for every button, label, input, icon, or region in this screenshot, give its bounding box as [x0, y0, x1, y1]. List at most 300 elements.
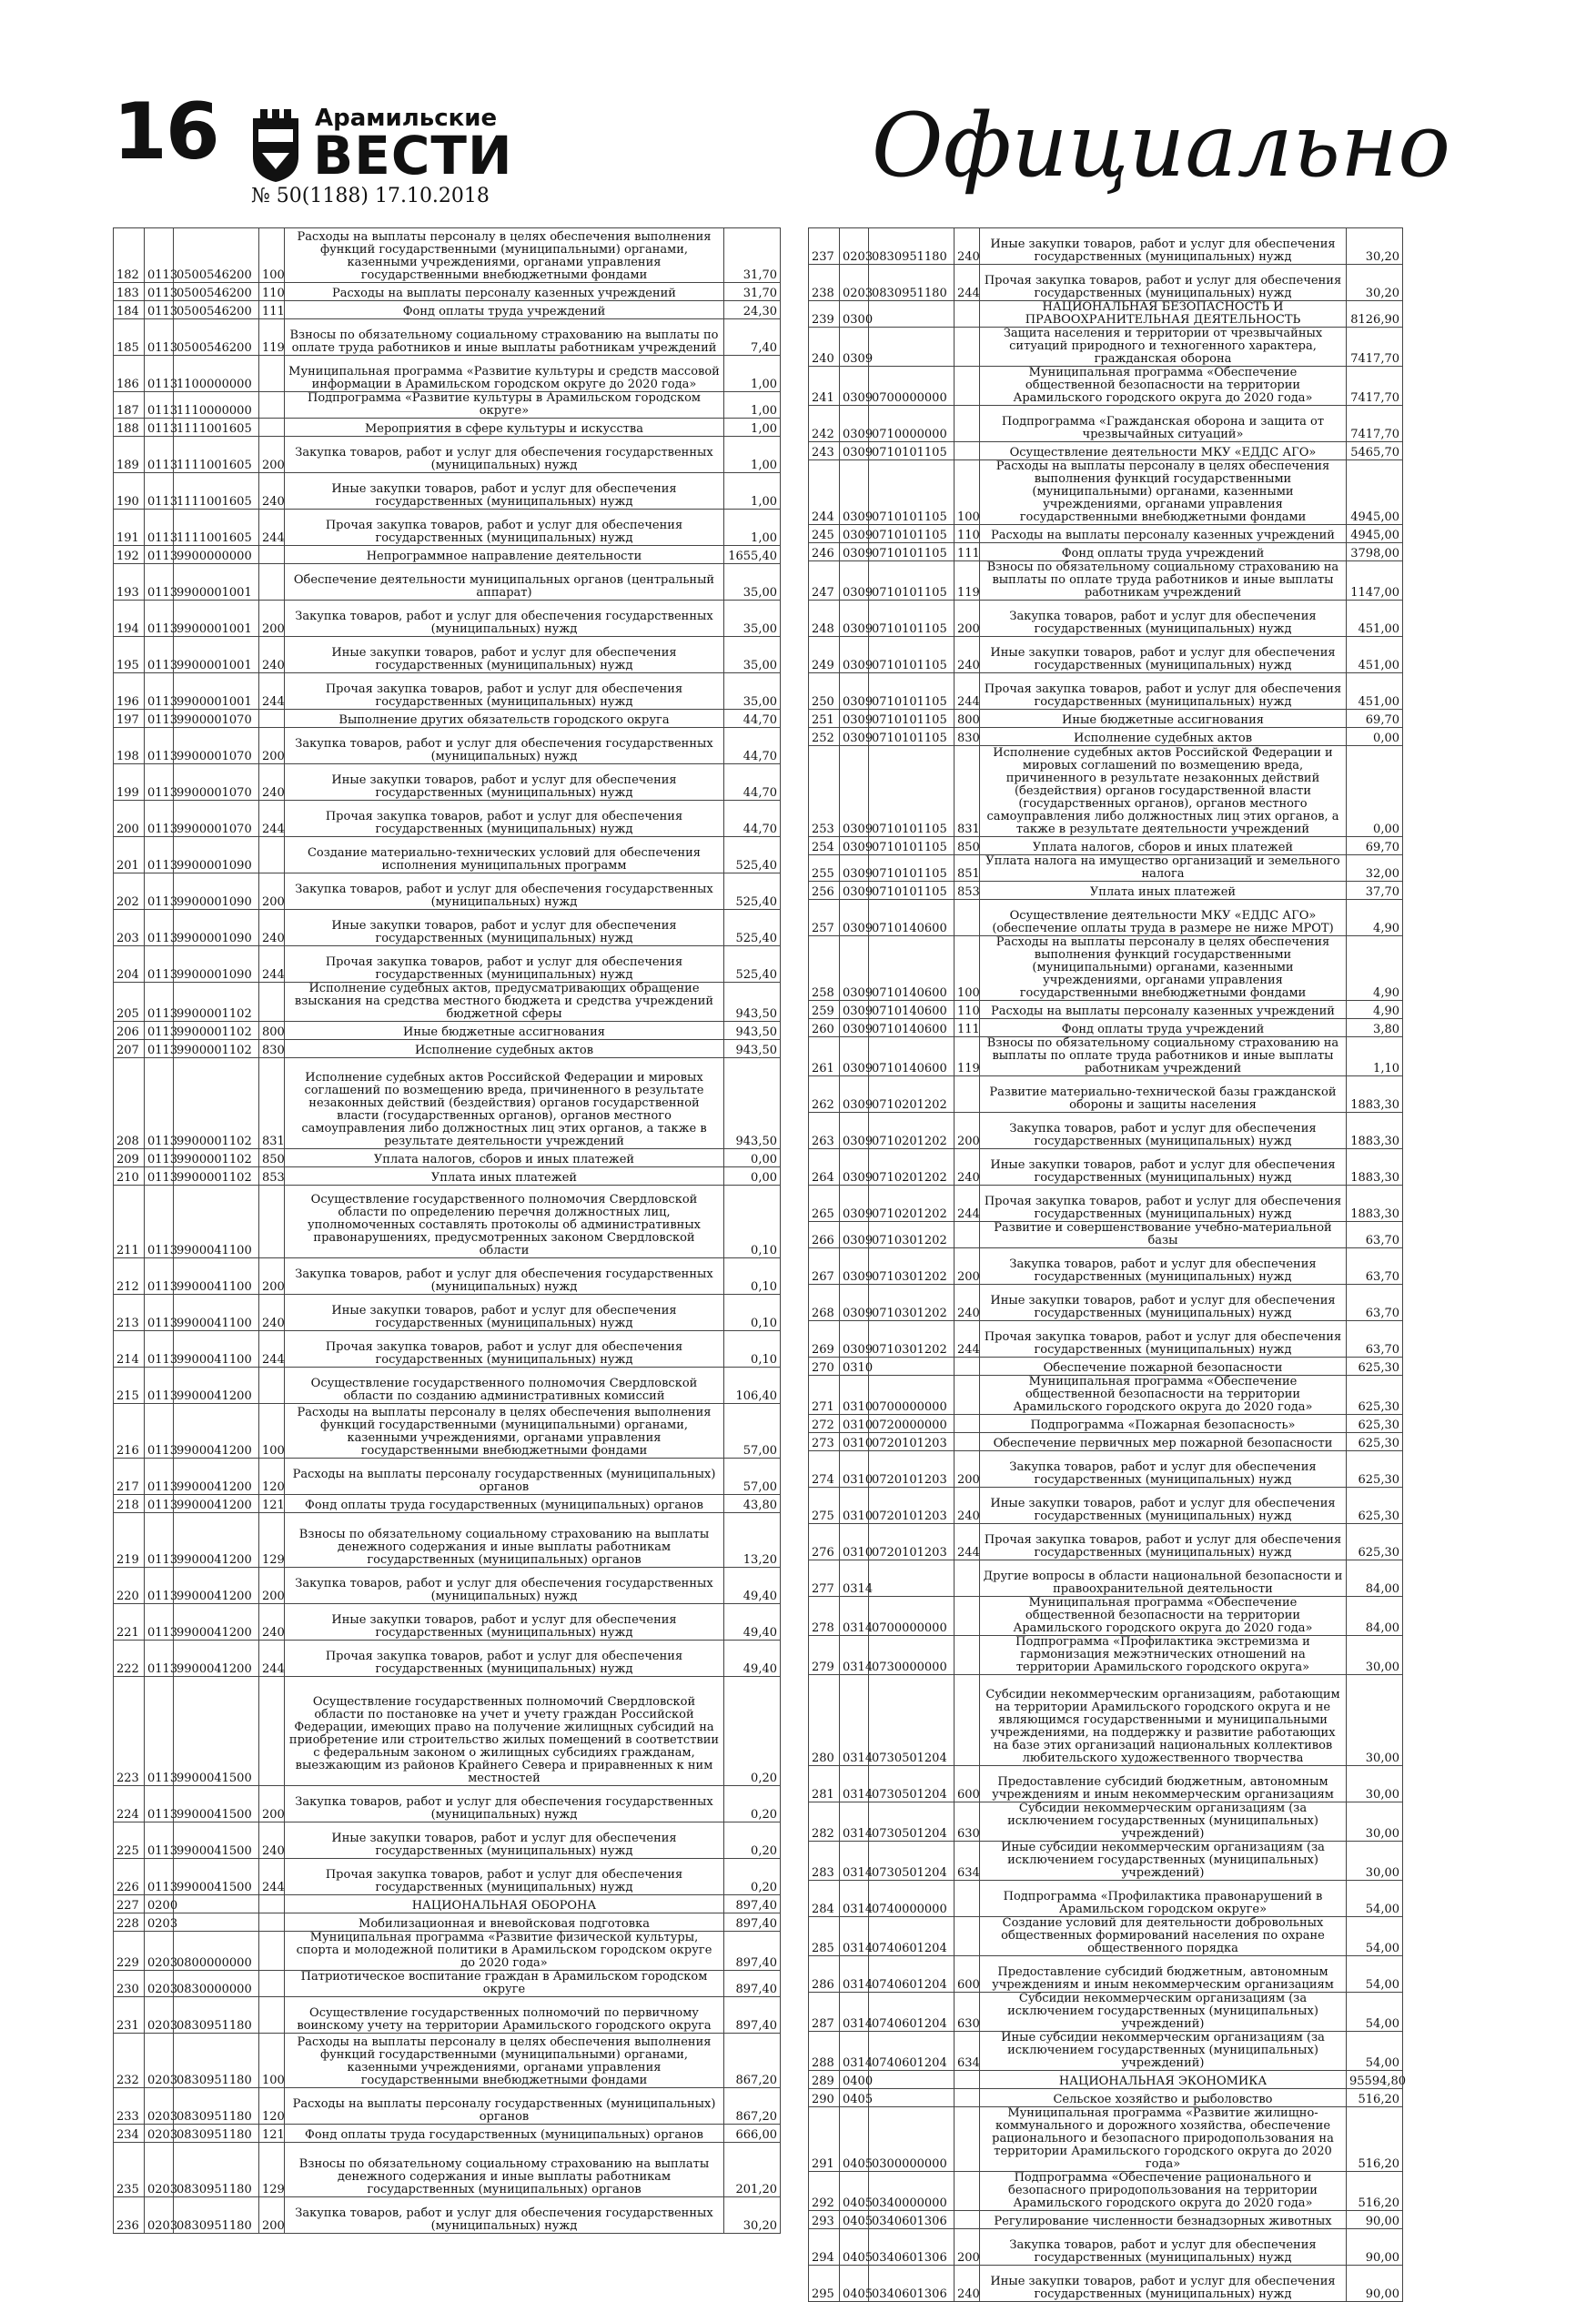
- cell-num: 265: [809, 1186, 840, 1222]
- cell-section: 0309: [840, 561, 869, 601]
- cell-amt: 4,90: [1347, 936, 1403, 1001]
- cell-desc: Расходы на выплаты персоналу казенных учреждений: [980, 525, 1347, 543]
- table-row: [114, 1513, 781, 1568]
- cell-amt: 30,20: [1347, 228, 1403, 265]
- cell-section: 0113: [145, 764, 174, 801]
- cell-section: 0113: [145, 473, 174, 510]
- cell-type: 200: [955, 1248, 980, 1285]
- cell-desc: Иные бюджетные ассигнования: [285, 1022, 724, 1040]
- cell-num: 206: [114, 1022, 145, 1040]
- table-row: [114, 1495, 781, 1513]
- cell-section: 0113: [145, 1822, 174, 1859]
- table-row: [809, 543, 1403, 561]
- cell-target: 0740601204: [869, 1956, 955, 1993]
- cell-amt: 32,00: [1347, 855, 1403, 882]
- table-row: [809, 1917, 1403, 1956]
- cell-desc: Развитие и совершенствование учебно-материальной базы: [980, 1222, 1347, 1248]
- table-row: [114, 356, 781, 392]
- cell-target: 9900041500: [174, 1859, 259, 1895]
- cell-desc: Прочая закупка товаров, работ и услуг для обеспечения государственных (муниципальных) нужд: [980, 673, 1347, 710]
- table-row: [809, 2229, 1403, 2266]
- cell-amt: 1,10: [1347, 1037, 1403, 1076]
- cell-target: 0710140600: [869, 1019, 955, 1037]
- cell-desc: Фонд оплаты труда учреждений: [285, 301, 724, 319]
- page-header: [113, 86, 1487, 207]
- cell-num: 239: [809, 301, 840, 328]
- cell-type: [259, 1368, 285, 1404]
- cell-amt: 37,70: [1347, 882, 1403, 900]
- table-row: [114, 601, 781, 637]
- cell-desc: Фонд оплаты труда государственных (муниципальных) органов: [285, 2125, 724, 2143]
- cell-amt: 44,70: [724, 728, 781, 764]
- cell-section: 0113: [145, 1859, 174, 1895]
- cell-desc: Закупка товаров, работ и услуг для обеспечения государственных (муниципальных) нужд: [980, 1451, 1347, 1488]
- cell-section: 0113: [145, 710, 174, 728]
- cell-section: 0309: [840, 1037, 869, 1076]
- table-row: [809, 1488, 1403, 1524]
- cell-desc: Подпрограмма «Профилактика экстремизма и гармонизация межэтнических отношений на территории Арамильского городского округа»: [980, 1636, 1347, 1675]
- cell-section: 0113: [145, 946, 174, 983]
- cell-type: 244: [259, 1331, 285, 1368]
- cell-amt: 897,40: [724, 1997, 781, 2034]
- cell-amt: 0,20: [724, 1677, 781, 1786]
- cell-desc: Патриотическое воспитание граждан в Арамильском городском округе: [285, 1971, 724, 1997]
- cell-target: 0710301202: [869, 1222, 955, 1248]
- cell-type: [955, 442, 980, 460]
- cell-target: 9900041200: [174, 1459, 259, 1495]
- table-row: [809, 1358, 1403, 1376]
- cell-num: 250: [809, 673, 840, 710]
- cell-num: 240: [809, 328, 840, 367]
- cell-target: 0710301202: [869, 1321, 955, 1358]
- cell-type: 110: [955, 525, 980, 543]
- cell-section: 0113: [145, 873, 174, 910]
- table-row: [114, 1459, 781, 1495]
- cell-num: 285: [809, 1917, 840, 1956]
- table-row: [114, 546, 781, 564]
- cell-desc: НАЦИОНАЛЬНАЯ ЭКОНОМИКА: [980, 2071, 1347, 2089]
- cell-target: 0710201202: [869, 1076, 955, 1113]
- cell-section: 0113: [145, 419, 174, 437]
- cell-section: 0113: [145, 673, 174, 710]
- cell-desc: Расходы на выплаты персоналу в целях обеспечения выполнения функций государственными (муниципальными) органами, казенными учреждениями, органами управления государственными внебюджетными фондами: [285, 2034, 724, 2088]
- cell-desc: Закупка товаров, работ и услуг для обеспечения государственных (муниципальных) нужд: [285, 1786, 724, 1822]
- table-row: [114, 801, 781, 837]
- cell-section: 0113: [145, 228, 174, 283]
- cell-amt: 43,80: [724, 1495, 781, 1513]
- cell-num: 276: [809, 1524, 840, 1560]
- table-row: [809, 1675, 1403, 1766]
- cell-section: 0113: [145, 510, 174, 546]
- cell-num: 230: [114, 1971, 145, 1997]
- cell-type: [259, 1677, 285, 1786]
- cell-type: 110: [955, 1001, 980, 1019]
- cell-amt: 1,00: [724, 419, 781, 437]
- cell-num: 286: [809, 1956, 840, 1993]
- cell-amt: 30,20: [1347, 265, 1403, 301]
- cell-target: 0720000000: [869, 1415, 955, 1433]
- cell-amt: 525,40: [724, 910, 781, 946]
- cell-target: 0800000000: [174, 1932, 259, 1971]
- cell-section: 0113: [145, 1677, 174, 1786]
- cell-num: 224: [114, 1786, 145, 1822]
- cell-desc: Непрограммное направление деятельности: [285, 546, 724, 564]
- cell-num: 210: [114, 1167, 145, 1186]
- cell-desc: Расходы на выплаты персоналу в целях обеспечения выполнения функций государственными (муниципальными) органами, казенными учреждениями, органами управления государственными внебюджетными фондами: [285, 1404, 724, 1459]
- cell-target: 0710101105: [869, 561, 955, 601]
- cell-type: 244: [955, 673, 980, 710]
- cell-num: 289: [809, 2071, 840, 2089]
- table-row: [114, 1604, 781, 1641]
- cell-desc: Расходы на выплаты персоналу государственных (муниципальных) органов: [285, 2088, 724, 2125]
- table-row: [809, 1186, 1403, 1222]
- cell-num: 198: [114, 728, 145, 764]
- cell-num: 193: [114, 564, 145, 601]
- table-row: [114, 1186, 781, 1258]
- cell-amt: 106,40: [724, 1368, 781, 1404]
- budget-table-right: [808, 227, 1407, 2301]
- cell-target: 0740000000: [869, 1881, 955, 1917]
- cell-target: 0700000000: [869, 367, 955, 406]
- cell-num: 262: [809, 1076, 840, 1113]
- cell-amt: 451,00: [1347, 601, 1403, 637]
- cell-target: 9900001001: [174, 564, 259, 601]
- cell-desc: Прочая закупка товаров, работ и услуг для обеспечения государственных (муниципальных) нужд: [285, 801, 724, 837]
- cell-section: 0309: [840, 900, 869, 936]
- cell-desc: Иные закупки товаров, работ и услуг для обеспечения государственных (муниципальных) нужд: [980, 1488, 1347, 1524]
- cell-desc: Исполнение судебных актов Российской Федерации и мировых соглашений по возмещению вреда, причиненного в результате незаконных действий (бездействия) органов государственной власти (государственных органов), органов местного самоуправления либо должностных лиц этих органов, а также в результате деятельности учреждений: [980, 746, 1347, 837]
- cell-section: 0200: [145, 1895, 174, 1913]
- table-row: [114, 419, 781, 437]
- cell-type: 244: [259, 946, 285, 983]
- cell-type: [955, 328, 980, 367]
- cell-target: 0830951180: [174, 2088, 259, 2125]
- cell-section: 0309: [840, 601, 869, 637]
- cell-type: [955, 2107, 980, 2172]
- cell-section: 0314: [840, 1993, 869, 2032]
- cell-num: 219: [114, 1513, 145, 1568]
- cell-target: 0710101105: [869, 882, 955, 900]
- cell-section: 0300: [840, 301, 869, 328]
- table-row: [114, 1997, 781, 2034]
- cell-type: 244: [259, 1641, 285, 1677]
- cell-section: 0113: [145, 1258, 174, 1295]
- cell-type: 240: [259, 473, 285, 510]
- cell-amt: 3,80: [1347, 1019, 1403, 1037]
- cell-desc: Осуществление государственных полномочий Свердловской области по постановке на учет и учету граждан Российской Федерации, имеющих право на получение жилищных субсидий на приобретение или строительство жилых помещений в соответствии с федеральным законом о жилищных субсидиях гражданам, выезжающим из районов Крайнего Севера и приравненных к ним местностей: [285, 1677, 724, 1786]
- cell-target: 0730000000: [869, 1636, 955, 1675]
- cell-target: 9900041200: [174, 1604, 259, 1641]
- cell-amt: 0,00: [724, 1149, 781, 1167]
- cell-num: 203: [114, 910, 145, 946]
- cell-target: [174, 1895, 259, 1913]
- cell-num: 294: [809, 2229, 840, 2266]
- table-row: [809, 1001, 1403, 1019]
- table-row: [114, 1331, 781, 1368]
- table-row: [809, 228, 1403, 265]
- table-row: [114, 1295, 781, 1331]
- cell-target: 0500546200: [174, 228, 259, 283]
- cell-section: 0309: [840, 936, 869, 1001]
- cell-type: [955, 1433, 980, 1451]
- cell-desc: Закупка товаров, работ и услуг для обеспечения государственных (муниципальных) нужд: [285, 437, 724, 473]
- cell-num: 200: [114, 801, 145, 837]
- cell-amt: 13,20: [724, 1513, 781, 1568]
- cell-desc: Фонд оплаты труда государственных (муниципальных) органов: [285, 1495, 724, 1513]
- cell-desc: Прочая закупка товаров, работ и услуг для обеспечения государственных (муниципальных) нужд: [285, 1641, 724, 1677]
- cell-type: [955, 2211, 980, 2229]
- cell-target: 9900001001: [174, 601, 259, 637]
- cell-desc: Уплата налогов, сборов и иных платежей: [285, 1149, 724, 1167]
- cell-num: 189: [114, 437, 145, 473]
- cell-target: 0710301202: [869, 1285, 955, 1321]
- cell-desc: Закупка товаров, работ и услуг для обеспечения государственных (муниципальных) нужд: [285, 1568, 724, 1604]
- cell-desc: Уплата иных платежей: [980, 882, 1347, 900]
- cell-amt: 63,70: [1347, 1222, 1403, 1248]
- cell-amt: 7417,70: [1347, 328, 1403, 367]
- cell-type: [259, 837, 285, 873]
- table-row: [114, 283, 781, 301]
- cell-num: 268: [809, 1285, 840, 1321]
- cell-amt: 451,00: [1347, 637, 1403, 673]
- cell-target: 9900001090: [174, 873, 259, 910]
- cell-section: 0113: [145, 983, 174, 1022]
- cell-target: 0830951180: [174, 2197, 259, 2234]
- cell-target: 0740601204: [869, 1917, 955, 1956]
- table-row: [809, 442, 1403, 460]
- cell-num: 273: [809, 1433, 840, 1451]
- cell-section: 0113: [145, 1513, 174, 1568]
- cell-amt: 0,10: [724, 1295, 781, 1331]
- cell-amt: 516,20: [1347, 2172, 1403, 2211]
- cell-type: [955, 900, 980, 936]
- cell-type: 111: [955, 543, 980, 561]
- cell-type: 119: [259, 319, 285, 356]
- cell-section: 0113: [145, 910, 174, 946]
- cell-target: 9900001001: [174, 637, 259, 673]
- cell-num: 227: [114, 1895, 145, 1913]
- cell-amt: 49,40: [724, 1568, 781, 1604]
- cell-type: 200: [259, 1786, 285, 1822]
- cell-desc: Прочая закупка товаров, работ и услуг для обеспечения государственных (муниципальных) нужд: [980, 265, 1347, 301]
- table-row: [114, 873, 781, 910]
- cell-desc: Прочая закупка товаров, работ и услуг для обеспечения государственных (муниципальных) нужд: [285, 1859, 724, 1895]
- cell-target: [869, 301, 955, 328]
- cell-desc: Уплата иных платежей: [285, 1167, 724, 1186]
- table-row: [809, 1248, 1403, 1285]
- cell-amt: 0,10: [724, 1258, 781, 1295]
- cell-num: 249: [809, 637, 840, 673]
- cell-type: 129: [259, 2143, 285, 2197]
- cell-num: 211: [114, 1186, 145, 1258]
- cell-desc: Прочая закупка товаров, работ и услуг для обеспечения государственных (муниципальных) нужд: [980, 1321, 1347, 1358]
- cell-amt: 1,00: [724, 510, 781, 546]
- cell-target: 0710101105: [869, 746, 955, 837]
- cell-target: 0730501204: [869, 1675, 955, 1766]
- table-row: [809, 837, 1403, 855]
- table-row: [114, 392, 781, 419]
- cell-num: 217: [114, 1459, 145, 1495]
- cell-target: 0710101105: [869, 460, 955, 525]
- cell-num: 254: [809, 837, 840, 855]
- cell-num: 205: [114, 983, 145, 1022]
- cell-target: 0740601204: [869, 2032, 955, 2071]
- cell-section: 0203: [145, 1997, 174, 2034]
- cell-num: 243: [809, 442, 840, 460]
- cell-type: [259, 392, 285, 419]
- cell-target: 0340601306: [869, 2211, 955, 2229]
- cell-amt: 30,00: [1347, 1842, 1403, 1881]
- cell-section: 0309: [840, 442, 869, 460]
- cell-amt: 44,70: [724, 710, 781, 728]
- cell-amt: 1,00: [724, 473, 781, 510]
- cell-num: 187: [114, 392, 145, 419]
- cell-amt: 31,70: [724, 228, 781, 283]
- cell-target: [869, 328, 955, 367]
- table-row: [114, 2034, 781, 2088]
- cell-type: [259, 1913, 285, 1932]
- newspaper-logo-top: Арамильские: [315, 105, 498, 132]
- cell-num: 236: [114, 2197, 145, 2234]
- cell-section: 0309: [840, 1001, 869, 1019]
- cell-type: 830: [955, 728, 980, 746]
- cell-section: 0314: [840, 1560, 869, 1597]
- cell-desc: Выполнение других обязательств городского округа: [285, 710, 724, 728]
- cell-target: 9900001102: [174, 1167, 259, 1186]
- cell-type: 100: [259, 2034, 285, 2088]
- cell-amt: 57,00: [724, 1404, 781, 1459]
- cell-type: 244: [259, 801, 285, 837]
- table-row: [114, 637, 781, 673]
- cell-type: [955, 1415, 980, 1433]
- table-row: [114, 1258, 781, 1295]
- cell-type: [955, 1917, 980, 1956]
- cell-num: 251: [809, 710, 840, 728]
- cell-amt: 4,90: [1347, 1001, 1403, 1019]
- table-row: [809, 2032, 1403, 2071]
- cell-amt: 31,70: [724, 283, 781, 301]
- cell-target: 9900041200: [174, 1568, 259, 1604]
- table-row: [114, 1822, 781, 1859]
- table-row: [809, 2107, 1403, 2172]
- cell-target: 1100000000: [174, 356, 259, 392]
- cell-section: 0113: [145, 356, 174, 392]
- cell-section: 0203: [145, 2143, 174, 2197]
- cell-target: [869, 1560, 955, 1597]
- cell-amt: 943,50: [724, 1058, 781, 1149]
- cell-amt: 4945,00: [1347, 460, 1403, 525]
- cell-target: 0710140600: [869, 900, 955, 936]
- cell-target: [174, 1913, 259, 1932]
- cell-target: 0720101203: [869, 1451, 955, 1488]
- page-number: 16: [113, 86, 218, 177]
- cell-type: 200: [259, 437, 285, 473]
- cell-desc: Закупка товаров, работ и услуг для обеспечения государственных (муниципальных) нужд: [980, 601, 1347, 637]
- cell-type: [955, 1881, 980, 1917]
- cell-section: 0113: [145, 1368, 174, 1404]
- cell-type: 600: [955, 1956, 980, 1993]
- cell-type: [259, 356, 285, 392]
- cell-type: 110: [259, 283, 285, 301]
- cell-section: 0113: [145, 319, 174, 356]
- cell-desc: Подпрограмма «Пожарная безопасность»: [980, 1415, 1347, 1433]
- cell-target: 9900001070: [174, 710, 259, 728]
- cell-num: 264: [809, 1149, 840, 1186]
- cell-desc: Прочая закупка товаров, работ и услуг для обеспечения государственных (муниципальных) нужд: [285, 510, 724, 546]
- cell-target: 0340601306: [869, 2229, 955, 2266]
- table-row: [809, 1451, 1403, 1488]
- cell-desc: Защита населения и территории от чрезвычайных ситуаций природного и техногенного характера, гражданская оборона: [980, 328, 1347, 367]
- cell-target: 0710101105: [869, 525, 955, 543]
- cell-amt: 625,30: [1347, 1451, 1403, 1488]
- cell-desc: Расходы на выплаты персоналу казенных учреждений: [980, 1001, 1347, 1019]
- cell-section: 0405: [840, 2211, 869, 2229]
- cell-type: 240: [259, 637, 285, 673]
- cell-type: [955, 1358, 980, 1376]
- cell-type: [259, 564, 285, 601]
- cell-amt: 54,00: [1347, 1956, 1403, 1993]
- table-row: [809, 1222, 1403, 1248]
- cell-desc: Осуществление государственных полномочий по первичному воинскому учету на территории Арамильского городского округа: [285, 1997, 724, 2034]
- cell-amt: 57,00: [724, 1459, 781, 1495]
- cell-type: 120: [259, 1459, 285, 1495]
- cell-target: 9900001001: [174, 673, 259, 710]
- cell-num: 271: [809, 1376, 840, 1415]
- table-row: [114, 2088, 781, 2125]
- cell-target: 0740601204: [869, 1993, 955, 2032]
- cell-amt: 1,00: [724, 392, 781, 419]
- cell-section: 0113: [145, 837, 174, 873]
- cell-desc: Мероприятия в сфере культуры и искусства: [285, 419, 724, 437]
- table-row: [809, 1149, 1403, 1186]
- table-row: [114, 301, 781, 319]
- table-row: [114, 319, 781, 356]
- cell-section: 0310: [840, 1451, 869, 1488]
- table-row: [114, 673, 781, 710]
- table-row: [809, 1433, 1403, 1451]
- cell-amt: 63,70: [1347, 1285, 1403, 1321]
- cell-amt: 1,00: [724, 437, 781, 473]
- table-row: [809, 936, 1403, 1001]
- cell-num: 284: [809, 1881, 840, 1917]
- cell-type: 244: [259, 673, 285, 710]
- cell-section: 0203: [840, 265, 869, 301]
- cell-target: 0700000000: [869, 1376, 955, 1415]
- cell-section: 0314: [840, 1881, 869, 1917]
- table-row: [114, 1022, 781, 1040]
- cell-section: 0113: [145, 728, 174, 764]
- cell-type: 853: [259, 1167, 285, 1186]
- table-row: [114, 1368, 781, 1404]
- table-row: [114, 2125, 781, 2143]
- table-row: [809, 1037, 1403, 1076]
- cell-type: [955, 1376, 980, 1415]
- cell-amt: 0,20: [724, 1786, 781, 1822]
- cell-num: 232: [114, 2034, 145, 2088]
- cell-amt: 44,70: [724, 801, 781, 837]
- cell-num: 269: [809, 1321, 840, 1358]
- cell-desc: Мобилизационная и вневойсковая подготовка: [285, 1913, 724, 1932]
- cell-amt: 69,70: [1347, 837, 1403, 855]
- cell-num: 221: [114, 1604, 145, 1641]
- cell-type: 831: [259, 1058, 285, 1149]
- cell-desc: Прочая закупка товаров, работ и услуг для обеспечения государственных (муниципальных) нужд: [285, 946, 724, 983]
- cell-section: 0203: [145, 1913, 174, 1932]
- cell-desc: Расходы на выплаты персоналу казенных учреждений: [285, 283, 724, 301]
- cell-amt: 35,00: [724, 673, 781, 710]
- cell-amt: 0,00: [1347, 728, 1403, 746]
- cell-type: 240: [955, 1488, 980, 1524]
